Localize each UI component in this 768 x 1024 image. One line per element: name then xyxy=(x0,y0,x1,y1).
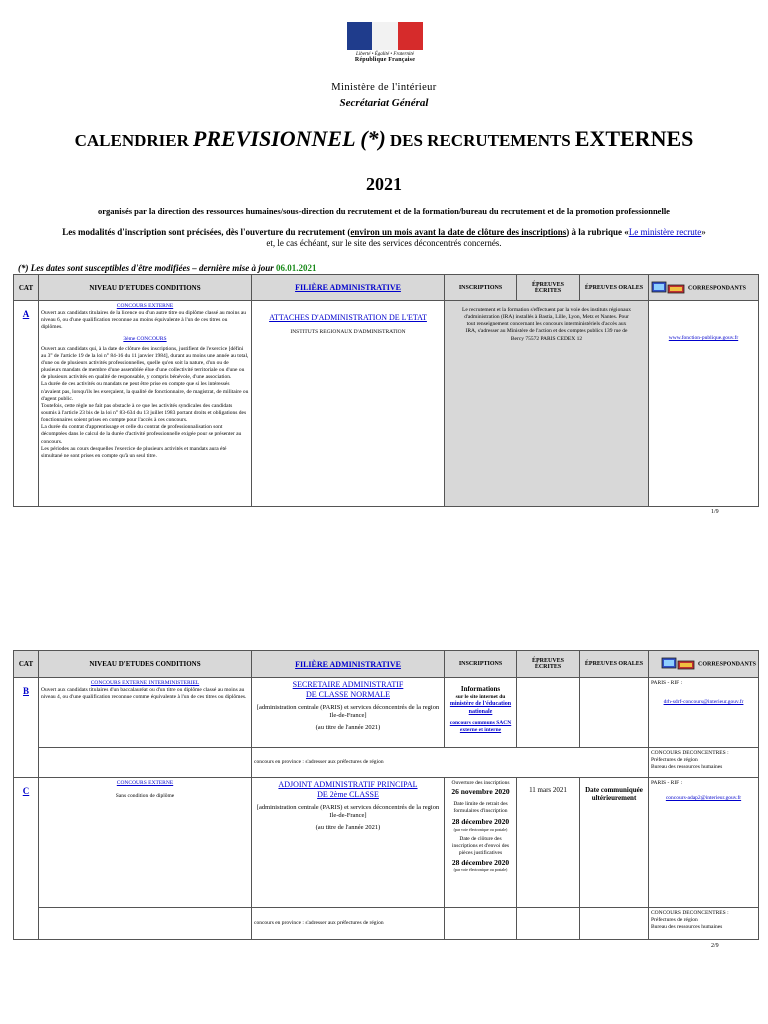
computer-icon xyxy=(651,281,685,295)
conditions-cell-empty xyxy=(39,908,252,940)
modalities-emphasis: environ un mois avant la date de clôture des inscriptions xyxy=(350,227,567,237)
ecrites-date: 11 mars 2021 xyxy=(529,786,567,794)
cat-c-link[interactable]: C xyxy=(22,786,30,796)
col-orales: ÉPREUVES ORALES xyxy=(580,275,649,301)
open-label: Ouverture des inscriptions xyxy=(451,780,510,786)
open-date: 26 novembre 2020 xyxy=(451,787,510,797)
orales-cell-empty xyxy=(580,908,649,940)
conditions-cell xyxy=(39,678,252,748)
post-cell xyxy=(252,678,445,748)
conditions-cell xyxy=(39,778,252,908)
title-calendrier: CALENDRIER xyxy=(74,131,189,150)
withdraw-date: 28 décembre 2020 xyxy=(451,817,510,827)
concours-interministeriel-text: Ouvert aux candidats titulaires d'un baccalauréat ou d'un titre ou diplôme classé au moins au niveau 4, ou d'une qualification reconnue comme équivalente à l'un de ces titres ou diplômes. xyxy=(41,687,247,701)
province-cell xyxy=(252,908,445,940)
col-inscriptions: INSCRIPTIONS xyxy=(445,651,517,678)
dates-note-text: (*) Les dates sont susceptibles d'être modifiées – dernière mise à jour xyxy=(18,263,274,273)
deconcentres-cell xyxy=(649,748,759,778)
col-orales: ÉPREUVES ORALES xyxy=(580,651,649,678)
page-number-1: 1/9 xyxy=(711,509,719,515)
close-label: Date de clôture des inscriptions et d'envoi des pièces justificatives xyxy=(451,836,510,857)
table-row xyxy=(14,301,759,507)
computer-icon xyxy=(661,657,695,671)
withdraw-label: Date limite de retrait des formulaires d'inscription xyxy=(453,800,508,815)
post-subtitle-ira: INSTITUTS REGIONAUX D'ADMINISTRATION xyxy=(290,329,406,335)
recruitment-table-page1 xyxy=(13,274,759,507)
conditions-cell-empty xyxy=(39,748,252,778)
ecrites-cell xyxy=(517,678,580,748)
post-title-line2[interactable]: DE 2ème CLASSE xyxy=(317,790,379,800)
table-header-row xyxy=(14,275,759,301)
ecrites-cell xyxy=(517,778,580,908)
col-correspondants xyxy=(649,651,759,678)
concours-externe-text: Ouvert aux candidats titulaires de la licence ou d'un autre titre ou diplôme classé au moins au niveau 6, ou d'une qualification reconnue au moins équivalente à l'un de ces titres ou diplômes. xyxy=(41,310,247,331)
inscriptions-cell xyxy=(445,778,517,908)
col-niveau: NIVEAU D'ETUDES CONDITIONS xyxy=(39,651,252,678)
col-cat: CAT xyxy=(14,275,39,301)
deconcentres-line1: CONCOURS DECONCENTRES : xyxy=(651,750,729,756)
col-inscriptions: INSCRIPTIONS xyxy=(445,275,517,301)
table-row xyxy=(14,778,759,908)
paris-rif-label: PARIS - RIF : xyxy=(651,680,683,686)
cat-cell xyxy=(14,678,39,778)
ira-info-text: Le recrutement et la formation s'effectuent par la voie des instituts régionaux d'administration (IRA) installés à Bastia, Lille, Lyon, Metz et Nantes. Pour tout renseignement concernant les concours interministériels d'accès aux IRA, s'adresser au Ministère de l'action et des comptes publics 139 rue de Bercy 75572 PARIS CEDEX 12 xyxy=(461,307,632,342)
post-year: (au titre de l'année 2021) xyxy=(315,723,381,731)
correspondants-label: CORRESPONDANTS xyxy=(697,661,756,668)
fonction-publique-link[interactable]: www.fonction-publique.gouv.fr xyxy=(668,335,739,341)
flag-icon xyxy=(347,22,423,50)
correspondants-label: CORRESPONDANTS xyxy=(688,284,747,291)
close-note: (par voie électronique ou postale) xyxy=(453,867,508,873)
table-row xyxy=(14,748,759,778)
cat-cell xyxy=(14,778,39,940)
post-title-line1[interactable]: SECRETAIRE ADMINISTRATIF xyxy=(292,680,404,689)
secretariat-name: Secrétariat Général xyxy=(339,97,429,109)
col-ecrites: ÉPREUVES ÉCRITES xyxy=(517,651,580,678)
deconcentres-line3: Bureau des ressources humaines xyxy=(651,924,723,931)
province-note: concours en province : s'adresser aux préfectures de région xyxy=(254,758,384,765)
inscriptions-cell xyxy=(445,301,649,507)
province-note: concours en province : s'adresser aux préfectures de région xyxy=(254,919,384,926)
education-nationale-link[interactable]: ministère de l'éducation nationale xyxy=(449,701,512,716)
le-ministere-recrute-link[interactable]: Le ministère recrute xyxy=(628,227,702,237)
update-date: 06.01.2021 xyxy=(275,263,317,273)
document-title xyxy=(0,126,768,152)
post-services: [administration centrale (PARIS) et services déconcentrés de la region Ile-de-France] xyxy=(256,703,440,720)
deconcentres-line2: Préfectures de région xyxy=(651,757,698,764)
informations-title: Informations xyxy=(460,685,501,693)
logo-republic: République Française xyxy=(354,57,416,63)
third-concours-title[interactable]: 3ème CONCOURS xyxy=(123,335,167,342)
concours-interministeriel-title[interactable]: CONCOURS EXTERNE INTERMINISTERIEL xyxy=(90,680,200,686)
cat-a-link[interactable]: A xyxy=(22,309,30,319)
third-concours-text-5: Les périodes au cours desquelles l'exercice de plusieurs activités et mandats aura été simultané ne sont prises en compte qu'à un seul titre. xyxy=(41,445,227,459)
col-correspondants xyxy=(649,275,759,301)
third-concours-text-4: La durée du contrat d'apprentissage et celle du contrat de professionnalisation sont décomptées dans le calcul de la durée d'activité professionnelle exigée pour se présenter au concours. xyxy=(41,424,242,445)
ecrites-cell-empty xyxy=(517,908,580,940)
paris-rif-label: PARIS - RIF : xyxy=(651,780,683,786)
modalities-line xyxy=(0,227,768,237)
ministry-name: Ministère de l'intérieur xyxy=(331,82,437,93)
deconcentres-line2: Préfectures de région xyxy=(651,917,698,924)
adap2-concours-link[interactable]: concours-adap2@interieur.gouv.fr xyxy=(665,795,742,802)
table-header-row xyxy=(14,651,759,678)
post-cell xyxy=(252,778,445,908)
col-niveau: NIVEAU D'ETUDES CONDITIONS xyxy=(39,275,252,301)
orales-cell xyxy=(580,678,649,748)
conditions-cell xyxy=(39,301,252,507)
close-date: 28 décembre 2020 xyxy=(451,857,510,867)
document-year: 2021 xyxy=(366,174,402,194)
deconcentres-line3: Bureau des ressources humaines xyxy=(651,764,723,771)
title-externes: EXTERNES xyxy=(574,126,694,151)
cat-cell xyxy=(14,301,39,507)
cat-b-link[interactable]: B xyxy=(22,686,29,696)
table-row xyxy=(14,908,759,940)
inscriptions-cell xyxy=(445,678,517,748)
col-filiere xyxy=(252,651,445,678)
filiere-label[interactable]: FILIÈRE ADMINISTRATIVE xyxy=(295,659,401,669)
page-number-2: 2/9 xyxy=(711,943,719,949)
dates-note xyxy=(18,263,316,273)
orales-date: Date communiquée ultérieurement xyxy=(585,786,643,802)
correspondants-cell xyxy=(649,678,759,748)
post-year: (au titre de l'année 2021) xyxy=(315,823,381,831)
post-title-line1[interactable]: ADJOINT ADMINISTRATIF PRINCIPAL xyxy=(278,780,418,789)
title-previsionnel: PREVISIONNEL (*) xyxy=(192,126,386,151)
orales-cell xyxy=(580,778,649,908)
post-title-line2[interactable]: DE CLASSE NORMALE xyxy=(305,690,390,700)
third-concours-text-2: La durée de ces activités ou mandats ne peut être prise en compte que si les intéressés n'avaient pas, lorsqu'ils les exerçaient, la qualité de fonctionnaire, de magistrat, de militaire ou d'agent public. xyxy=(41,381,249,402)
concours-externe-title[interactable]: CONCOURS EXTERNE xyxy=(116,780,174,786)
deconcentres-cell xyxy=(649,908,759,940)
sans-condition-text: Sans condition de diplôme xyxy=(115,793,175,800)
col-cat: CAT xyxy=(14,651,39,678)
concours-externe-title[interactable]: CONCOURS EXTERNE xyxy=(116,303,174,309)
correspondants-cell xyxy=(649,778,759,908)
organised-by: organisés par la direction des ressources humaines/sous-direction du recrutement et de la formation/bureau du recrutement et de la promotion professionnelle xyxy=(98,206,670,216)
post-title-attaches[interactable]: ATTACHES D'ADMINISTRATION DE L'ETAT xyxy=(269,313,427,322)
logo-motto: Liberté • Égalité • Fraternité xyxy=(356,52,414,57)
col-ecrites: ÉPREUVES ÉCRITES xyxy=(517,275,580,301)
post-cell xyxy=(252,301,445,507)
republique-logo xyxy=(344,22,426,74)
modalities-suffix: » xyxy=(701,227,706,237)
recruitment-table-page2 xyxy=(13,650,759,940)
modalities-prefix: Les modalités d'inscription sont précisées, dès l'ouverture du recrutement ( xyxy=(62,227,351,237)
inscriptions-cell-empty xyxy=(445,908,517,940)
filiere-label[interactable]: FILIÈRE ADMINISTRATIVE xyxy=(295,283,401,292)
table-row xyxy=(14,678,759,748)
third-concours-text: Ouvert aux candidats qui, à la date de clôture des inscriptions, justifient de l'exercice [défini au 3° de l'article 19 de la loi n° 84-16 du 11 janvier 1984], durant au moins une année au total, d'une ou de plusieurs activités professionnelles, quelle qu'en soit la nature, d'un ou de plusieurs mandats de membre d'une assemblée élue d'une collectivité territoriale ou d'une ou de plusieurs activités en qualité de responsable, y compris bénévole, d'une association. xyxy=(41,345,249,381)
province-cell xyxy=(252,748,649,778)
title-des-recrutements: DES RECRUTEMENTS xyxy=(389,131,571,150)
modalities-line-2: et, le cas échéant, sur le site des services déconcentrés concernés. xyxy=(266,238,502,248)
informations-sub: sur le site internet du xyxy=(455,694,506,701)
sacn-link[interactable]: concours communs SACN externe et interne xyxy=(449,719,512,733)
correspondants-cell xyxy=(649,301,759,507)
deconcentres-line1: CONCOURS DECONCENTRES : xyxy=(651,910,729,916)
col-filiere xyxy=(252,275,445,301)
withdraw-note: (par voie électronique ou postale) xyxy=(453,826,508,832)
third-concours-text-3: Toutefois, cette règle ne fait pas obstacle à ce que les activités syndicales des candidats soumis à l'article 23 bis de la loi n° 83-634 du 13 juillet 1983 portant droits et obligations des fonctionnaires soient prises en compte pour l'accès à ces concours. xyxy=(41,402,247,424)
modalities-mid: ) à la rubrique « xyxy=(566,227,629,237)
drh-concours-link[interactable]: drh-sdrf-concours@interieur.gouv.fr xyxy=(663,699,744,706)
post-services: [administration centrale (PARIS) et services déconcentrés de la region Ile-de-France] xyxy=(256,803,440,820)
